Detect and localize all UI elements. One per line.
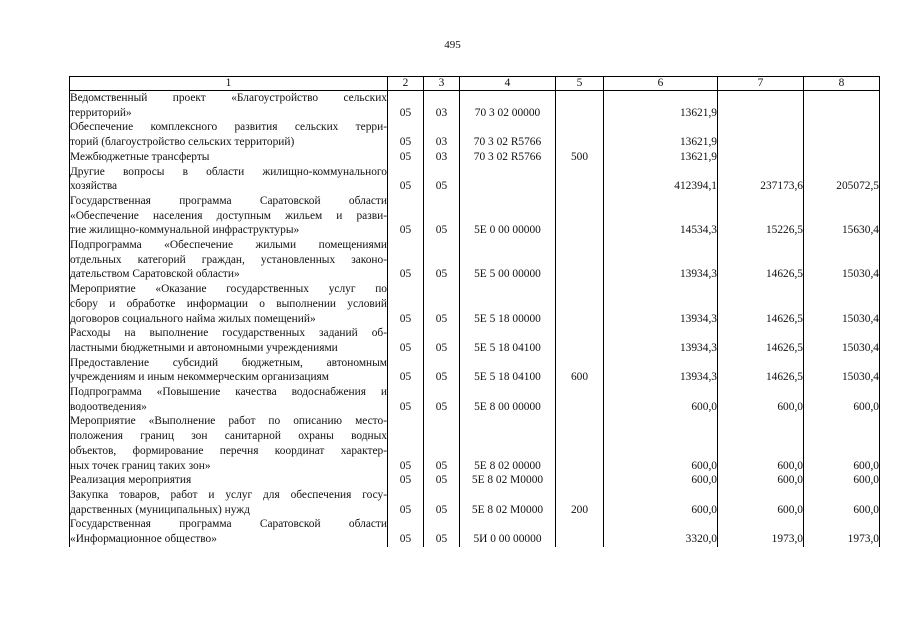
target-article-cell: 5Е 5 18 04100	[460, 326, 556, 355]
section-cell: 05	[388, 282, 424, 326]
amount-cell: 600,0	[718, 488, 804, 517]
item-name-line: Мероприятие «Оказание государственных услуг по	[70, 283, 387, 296]
item-name-line: территорий»	[70, 106, 132, 119]
expense-type-cell	[556, 473, 604, 488]
item-name-line: ластными бюджетными и автономными учреждениями	[70, 341, 338, 354]
item-name-line: Подпрограмма «Обеспечение жилыми помещениями	[70, 239, 387, 252]
item-name-cell	[70, 414, 388, 473]
amount-cell	[804, 91, 880, 121]
column-header: 7	[718, 77, 804, 91]
amount-cell	[718, 91, 804, 121]
item-name-line: хозяйства	[70, 180, 118, 193]
section-cell: 05	[388, 150, 424, 165]
item-name-cell	[70, 488, 388, 517]
amount-cell	[718, 120, 804, 149]
item-name-line: Межбюджетные трансферты	[70, 150, 210, 163]
item-name-line: сбору и обработке информации о выполнении условий	[70, 297, 387, 310]
target-article-cell: 5Е 8 02 М0000	[460, 473, 556, 488]
amount-cell: 237173,6	[718, 165, 804, 194]
item-name-cell	[70, 282, 388, 326]
target-article-cell: 5Е 8 02 М0000	[460, 488, 556, 517]
budget-table	[69, 76, 880, 547]
section-cell: 05	[388, 356, 424, 385]
expense-type-cell	[556, 238, 604, 282]
amount-cell: 13934,3	[604, 282, 718, 326]
table-row	[70, 150, 880, 165]
expense-type-cell	[556, 165, 604, 194]
item-name-line: Другие вопросы в области жилищно-коммунального	[70, 165, 387, 178]
item-name-line: водоотведения»	[70, 400, 147, 413]
target-article-cell: 5Е 5 18 00000	[460, 282, 556, 326]
table-header-row	[70, 77, 880, 91]
table-row	[70, 517, 880, 546]
item-name-line: торий (благоустройство сельских территорий)	[70, 136, 295, 149]
item-name-line: Реализация мероприятия	[70, 474, 192, 487]
column-header: 5	[556, 77, 604, 91]
expense-type-cell	[556, 385, 604, 414]
item-name-cell	[70, 120, 388, 149]
subsection-cell: 05	[424, 385, 460, 414]
amount-cell: 13621,9	[604, 120, 718, 149]
target-article-cell: 5И 0 00 00000	[460, 517, 556, 546]
amount-cell: 13934,3	[604, 238, 718, 282]
amount-cell: 600,0	[718, 414, 804, 473]
expense-type-cell	[556, 91, 604, 121]
amount-cell: 13621,9	[604, 91, 718, 121]
amount-cell: 600,0	[604, 414, 718, 473]
amount-cell: 14534,3	[604, 194, 718, 238]
amount-cell: 14626,5	[718, 326, 804, 355]
amount-cell: 13934,3	[604, 326, 718, 355]
expense-type-cell	[556, 414, 604, 473]
section-cell: 05	[388, 120, 424, 149]
expense-type-cell: 600	[556, 356, 604, 385]
item-name-line: Государственная программа Саратовской области	[70, 518, 387, 531]
table-row	[70, 91, 880, 121]
section-cell: 05	[388, 238, 424, 282]
target-article-cell: 5Е 0 00 00000	[460, 194, 556, 238]
amount-cell: 15030,4	[804, 282, 880, 326]
expense-type-cell	[556, 282, 604, 326]
expense-type-cell: 500	[556, 150, 604, 165]
amount-cell: 600,0	[718, 385, 804, 414]
table-row	[70, 326, 880, 355]
item-name-cell	[70, 473, 388, 488]
amount-cell: 14626,5	[718, 282, 804, 326]
column-header: 2	[388, 77, 424, 91]
amount-cell: 600,0	[604, 488, 718, 517]
amount-cell: 600,0	[804, 473, 880, 488]
expense-type-cell	[556, 194, 604, 238]
item-name-line: Ведомственный проект «Благоустройство сельских	[70, 92, 387, 104]
amount-cell: 600,0	[804, 414, 880, 473]
item-name-cell	[70, 326, 388, 355]
subsection-cell: 05	[424, 165, 460, 194]
target-article-cell: 5Е 5 18 04100	[460, 356, 556, 385]
amount-cell	[718, 150, 804, 165]
subsection-cell: 05	[424, 488, 460, 517]
section-cell: 05	[388, 517, 424, 546]
section-cell: 05	[388, 473, 424, 488]
item-name-line: положения границ зон санитарной охраны водных	[70, 430, 387, 443]
table-row	[70, 194, 880, 238]
section-cell: 05	[388, 165, 424, 194]
amount-cell: 15226,5	[718, 194, 804, 238]
amount-cell: 15030,4	[804, 356, 880, 385]
item-name-line: тие жилищно-коммунальной инфраструктуры»	[70, 224, 300, 237]
amount-cell: 13621,9	[604, 150, 718, 165]
subsection-cell: 03	[424, 91, 460, 121]
amount-cell: 600,0	[718, 473, 804, 488]
target-article-cell	[460, 165, 556, 194]
subsection-cell: 05	[424, 194, 460, 238]
item-name-line: Государственная программа Саратовской области	[70, 194, 387, 207]
item-name-cell	[70, 165, 388, 194]
amount-cell: 14626,5	[718, 238, 804, 282]
target-article-cell: 70 3 02 00000	[460, 91, 556, 121]
item-name-line: отдельных категорий граждан, установленных законо-	[70, 253, 387, 266]
amount-cell: 205072,5	[804, 165, 880, 194]
column-header: 4	[460, 77, 556, 91]
item-name-line: «Обеспечение населения доступным жильем и разви-	[70, 209, 387, 222]
subsection-cell: 05	[424, 326, 460, 355]
target-article-cell: 5Е 5 00 00000	[460, 238, 556, 282]
target-article-cell: 70 3 02 R5766	[460, 150, 556, 165]
amount-cell: 1973,0	[718, 517, 804, 546]
subsection-cell: 05	[424, 356, 460, 385]
item-name-line: ных точек границ таких зон»	[70, 459, 211, 472]
amount-cell: 15030,4	[804, 238, 880, 282]
table-row	[70, 414, 880, 473]
expense-type-cell	[556, 517, 604, 546]
subsection-cell: 05	[424, 517, 460, 546]
amount-cell: 3320,0	[604, 517, 718, 546]
section-cell: 05	[388, 414, 424, 473]
item-name-line: договоров социального найма жилых помещений»	[70, 312, 316, 325]
amount-cell: 15030,4	[804, 326, 880, 355]
item-name-line: Подпрограмма «Повышение качества водоснабжения и	[70, 386, 387, 399]
table-row	[70, 473, 880, 488]
item-name-line: объектов, формирование перечня координат характер-	[70, 444, 387, 457]
item-name-line: Расходы на выполнение государственных заданий об-	[70, 327, 387, 340]
section-cell: 05	[388, 326, 424, 355]
section-cell: 05	[388, 91, 424, 121]
item-name-cell	[70, 238, 388, 282]
item-name-cell	[70, 91, 388, 121]
page-number: 495	[444, 39, 461, 51]
column-header: 8	[804, 77, 880, 91]
item-name-cell	[70, 385, 388, 414]
table-row	[70, 238, 880, 282]
section-cell: 05	[388, 385, 424, 414]
item-name-cell	[70, 194, 388, 238]
table-row	[70, 385, 880, 414]
item-name-line: Обеспечение комплексного развития сельских терри-	[70, 121, 387, 134]
amount-cell: 13934,3	[604, 356, 718, 385]
item-name-cell	[70, 356, 388, 385]
item-name-line: дарственных (муниципальных) нужд	[70, 503, 250, 516]
item-name-line: Закупка товаров, работ и услуг для обеспечения госу-	[70, 488, 387, 501]
target-article-cell: 70 3 02 R5766	[460, 120, 556, 149]
item-name-line: Мероприятие «Выполнение работ по описанию место-	[70, 415, 387, 428]
expense-type-cell: 200	[556, 488, 604, 517]
column-header: 1	[70, 77, 388, 91]
table-row	[70, 356, 880, 385]
expense-type-cell	[556, 120, 604, 149]
item-name-line: учреждениям и иным некоммерческим организациям	[70, 371, 330, 384]
subsection-cell: 05	[424, 238, 460, 282]
item-name-line: «Информационное общество»	[70, 533, 217, 546]
table-row	[70, 282, 880, 326]
item-name-cell	[70, 150, 388, 165]
target-article-cell: 5Е 8 02 00000	[460, 414, 556, 473]
subsection-cell: 05	[424, 414, 460, 473]
subsection-cell: 03	[424, 150, 460, 165]
amount-cell	[804, 150, 880, 165]
table-row	[70, 165, 880, 194]
amount-cell: 600,0	[604, 385, 718, 414]
item-name-cell	[70, 517, 388, 546]
subsection-cell: 03	[424, 120, 460, 149]
amount-cell: 15630,4	[804, 194, 880, 238]
item-name-line: дательством Саратовской области»	[70, 268, 240, 281]
section-cell: 05	[388, 488, 424, 517]
amount-cell: 600,0	[604, 473, 718, 488]
amount-cell: 1973,0	[804, 517, 880, 546]
section-cell: 05	[388, 194, 424, 238]
column-header: 6	[604, 77, 718, 91]
column-header: 3	[424, 77, 460, 91]
table-row	[70, 488, 880, 517]
amount-cell: 600,0	[804, 488, 880, 517]
table-row	[70, 120, 880, 149]
amount-cell: 412394,1	[604, 165, 718, 194]
target-article-cell: 5Е 8 00 00000	[460, 385, 556, 414]
expense-type-cell	[556, 326, 604, 355]
amount-cell: 600,0	[804, 385, 880, 414]
amount-cell	[804, 120, 880, 149]
subsection-cell: 05	[424, 473, 460, 488]
amount-cell: 14626,5	[718, 356, 804, 385]
item-name-line: Предоставление субсидий бюджетным, автономным	[70, 356, 387, 369]
subsection-cell: 05	[424, 282, 460, 326]
